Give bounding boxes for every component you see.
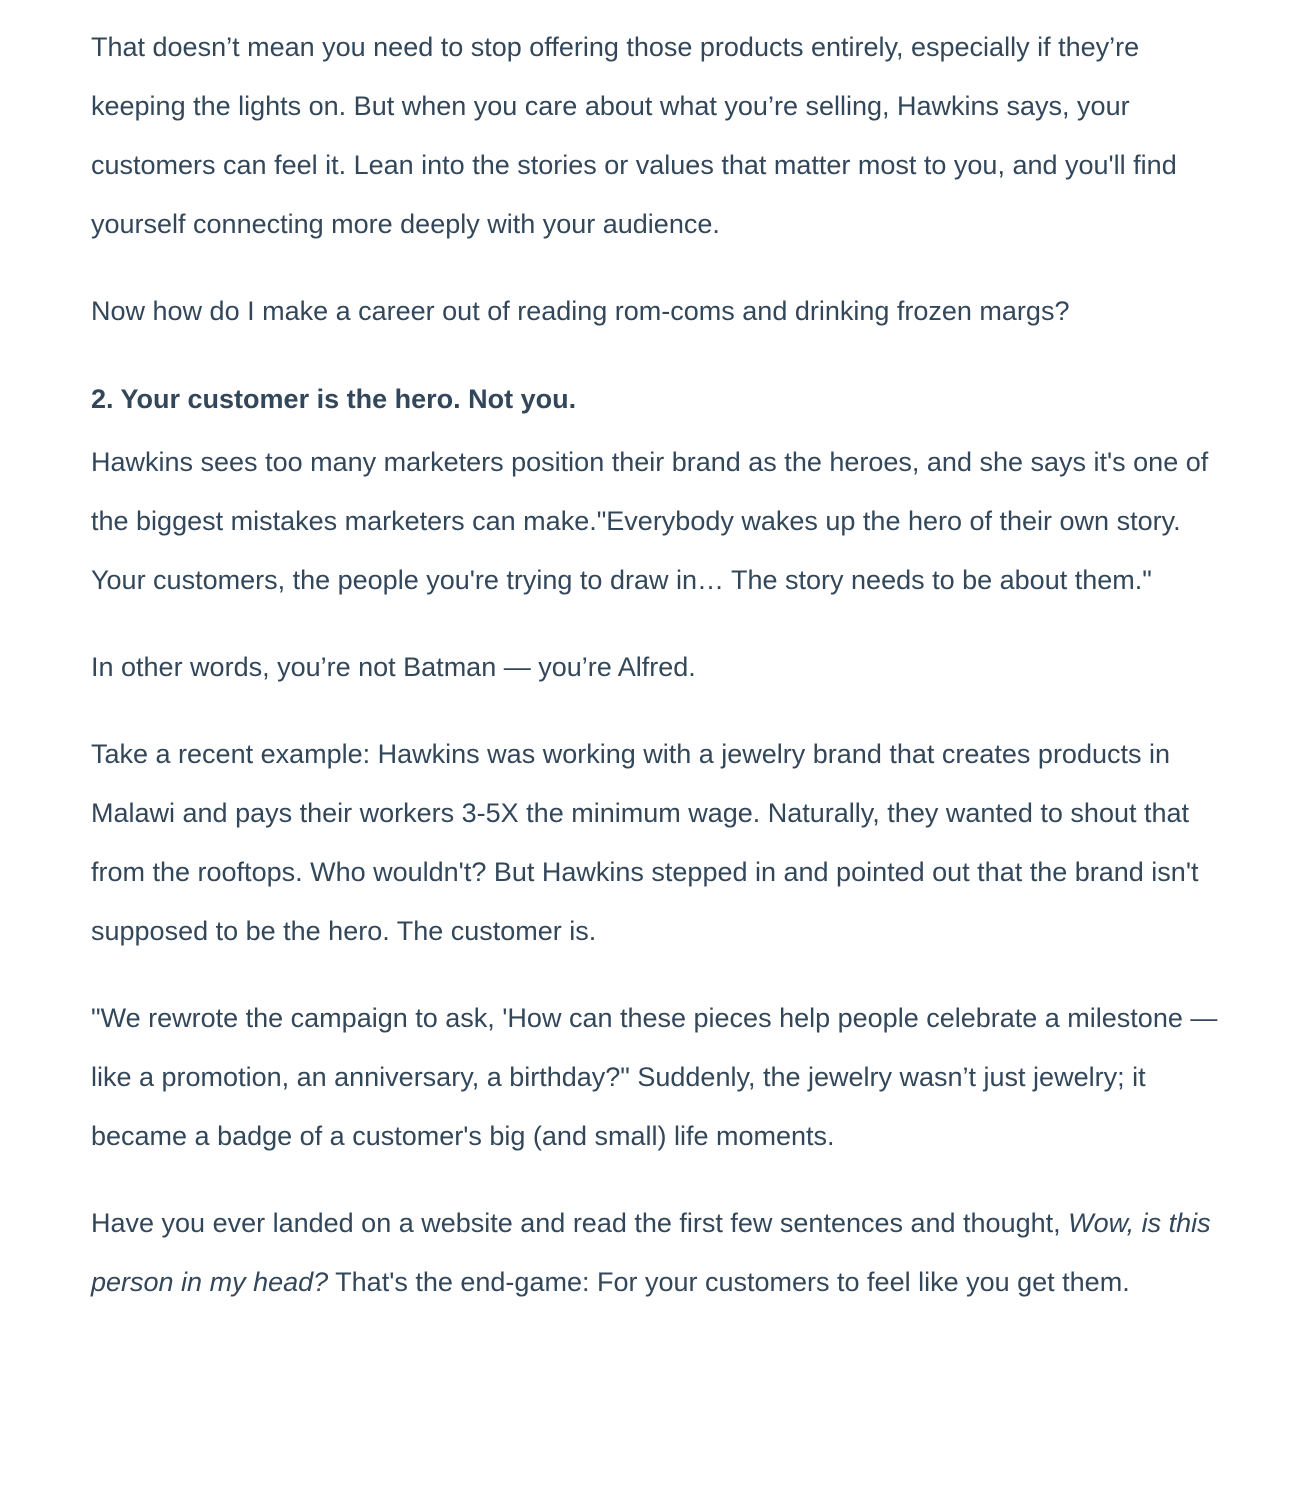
paragraph-batman-alfred: In other words, you’re not Batman — you’re Alfred. [91, 652, 696, 682]
paragraph-career-question: Now how do I make a career out of reading rom-coms and drinking frozen margs? [91, 296, 1070, 326]
paragraph-end-game [91, 1194, 1219, 1312]
paragraph-hero-mistake: Hawkins sees too many marketers position their brand as the heroes, and she says it's one of the biggest mistakes marketers can make."Everybody wakes up the hero of their own story. Your customers, the people you're trying to draw in… The story needs to be about them." [91, 447, 1209, 595]
paragraph-jewelry-example: Take a recent example: Hawkins was working with a jewelry brand that creates products in Malawi and pays their workers 3-5X the minimum wage. Naturally, they wanted to shout that from the rooftops. Who wouldn't? But Hawkins stepped in and pointed out that the brand isn't supposed to be the hero. The customer is. [91, 739, 1199, 946]
article-body [91, 18, 1219, 1340]
section-heading-customer-hero: 2. Your customer is the hero. Not you. [91, 384, 577, 414]
end-game-text-before: Have you ever landed on a website and read the first few sentences and thought, [91, 1208, 1069, 1238]
end-game-text-after: That's the end-game: For your customers to feel like you get them. [328, 1267, 1130, 1297]
end-game-italic-question: Wow, is this person in my head? [91, 1208, 1211, 1297]
paragraph-products: That doesn’t mean you need to stop offering those products entirely, especially if they’re keeping the lights on. But when you care about what you’re selling, Hawkins says, your customers can feel it. Lean into the stories or values that matter most to you, and you'll find yourself connecting more deeply with your audience. [91, 32, 1177, 239]
paragraph-campaign-rewrite: "We rewrote the campaign to ask, 'How can these pieces help people celebrate a milestone — like a promotion, an anniversary, a birthday?" Suddenly, the jewelry wasn’t just jewelry; it became a badge of a customer's big (and small) life moments. [91, 1003, 1218, 1151]
